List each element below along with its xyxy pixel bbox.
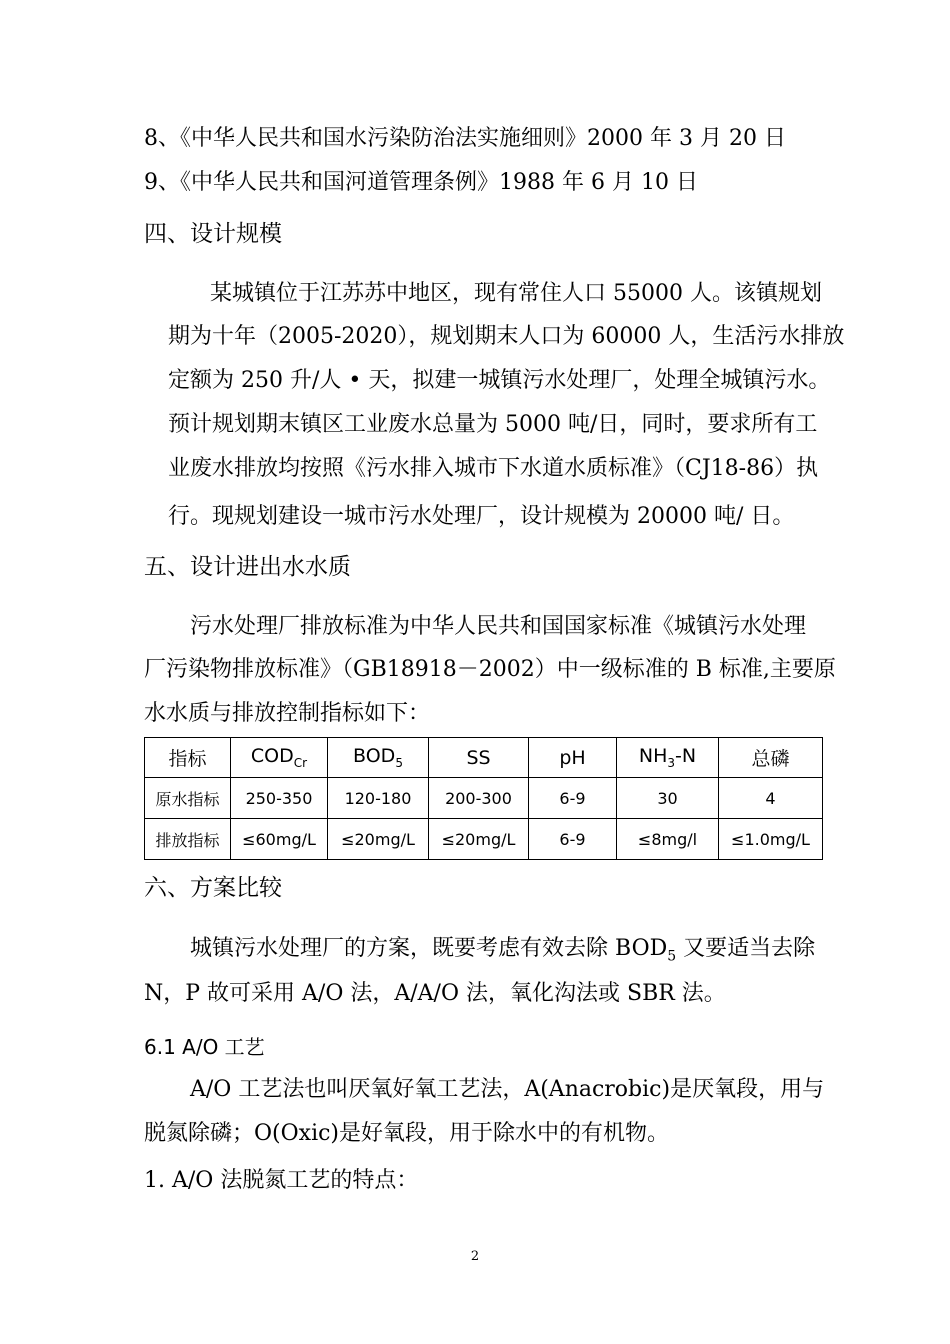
water-quality-table — [144, 737, 823, 860]
row-label: 排放指标 — [145, 819, 231, 860]
section-5-line: 厂污染物排放标准》（GB18918－2002）中一级标准的 B 标准,主要原 — [144, 657, 836, 682]
section-4-heading: 四、设计规模 — [144, 221, 282, 247]
section-4-line: 业废水排放均按照《污水排入城市下水道水质标准》（CJ18-86）执 — [168, 456, 819, 481]
table-cell: ≤8mg/l — [617, 819, 719, 860]
table-cell: ≤20mg/L — [429, 819, 529, 860]
section-5-line: 污水处理厂排放标准为中华人民共和国国家标准《城镇污水处理 — [190, 614, 807, 639]
header-nh3n: $NH_3-N$ — [617, 738, 719, 778]
section-5-heading: 五、设计进出水水质 — [144, 554, 351, 580]
header-cod: $COD_{Cr}$ — [231, 738, 328, 778]
section-4-line: 行。现规划建设一城市污水处理厂，设计规模为 20000 吨/ 日。 — [168, 504, 795, 529]
table-cell: 4 — [719, 778, 823, 819]
section-4-line: 预计规划期末镇区工业废水总量为 5000 吨/日，同时，要求所有工 — [168, 412, 818, 437]
table-cell: ≤1.0mg/L — [719, 819, 823, 860]
table-cell: 200-300 — [429, 778, 529, 819]
section-6-paragraph-1: 城镇污水处理厂的方案，既要考虑有效去除 $BOD_5$ 又要适当去除 — [190, 936, 816, 965]
section-6-1-line-2: 脱氮除磷；O(Oxic)是好氧段，用于除水中的有机物。 — [144, 1121, 670, 1146]
regulation-item-8: 8、《中华人民共和国水污染防治法实施细则》2000 年 3 月 20 日 — [144, 126, 786, 151]
section-5-line: 水水质与排放控制指标如下： — [144, 701, 431, 726]
row-label: 原水指标 — [145, 778, 231, 819]
header-bod: $BOD_5$ — [328, 738, 429, 778]
section-4-line: 期为十年（2005-2020），规划期末人口为 60000 人，生活污水排放 — [168, 324, 845, 349]
section-6-1-line-1: A/O 工艺法也叫厌氧好氧工艺法，A(Anacrobic)是厌氧段，用与 — [190, 1077, 825, 1102]
table-row — [145, 819, 823, 860]
header-indicator: 指标 — [145, 738, 231, 778]
subsection-6-1-heading: 6.1 A/O 工艺 — [144, 1035, 265, 1059]
header-ph: pH — [529, 738, 617, 778]
table-cell: ≤20mg/L — [328, 819, 429, 860]
page-number: 2 — [470, 1249, 480, 1264]
header-total-phosphorus: 总磷 — [719, 738, 823, 778]
section-6-paragraph-1-line-2: N，P 故可采用 A/O 法，A/A/O 法，氧化沟法或 SBR 法。 — [144, 981, 726, 1006]
table-cell: 30 — [617, 778, 719, 819]
table-cell: 6-9 — [529, 778, 617, 819]
table-cell: ≤60mg/L — [231, 819, 328, 860]
section-4-line: 定额为 250 升/人 • 天，拟建一城镇污水处理厂，处理全城镇污水。 — [168, 368, 831, 393]
header-ss: SS — [429, 738, 529, 778]
list-item-1: 1. A/O 法脱氮工艺的特点： — [144, 1168, 419, 1193]
table-cell: 250-350 — [231, 778, 328, 819]
regulation-item-9: 9、《中华人民共和国河道管理条例》1988 年 6 月 10 日 — [144, 170, 698, 195]
section-4-line: 某城镇位于江苏苏中地区，现有常住人口 55000 人。该镇规划 — [210, 281, 822, 306]
table-header-row — [145, 738, 823, 778]
table-row — [145, 778, 823, 819]
table-cell: 120-180 — [328, 778, 429, 819]
table-cell: 6-9 — [529, 819, 617, 860]
section-6-heading: 六、方案比较 — [144, 875, 282, 901]
